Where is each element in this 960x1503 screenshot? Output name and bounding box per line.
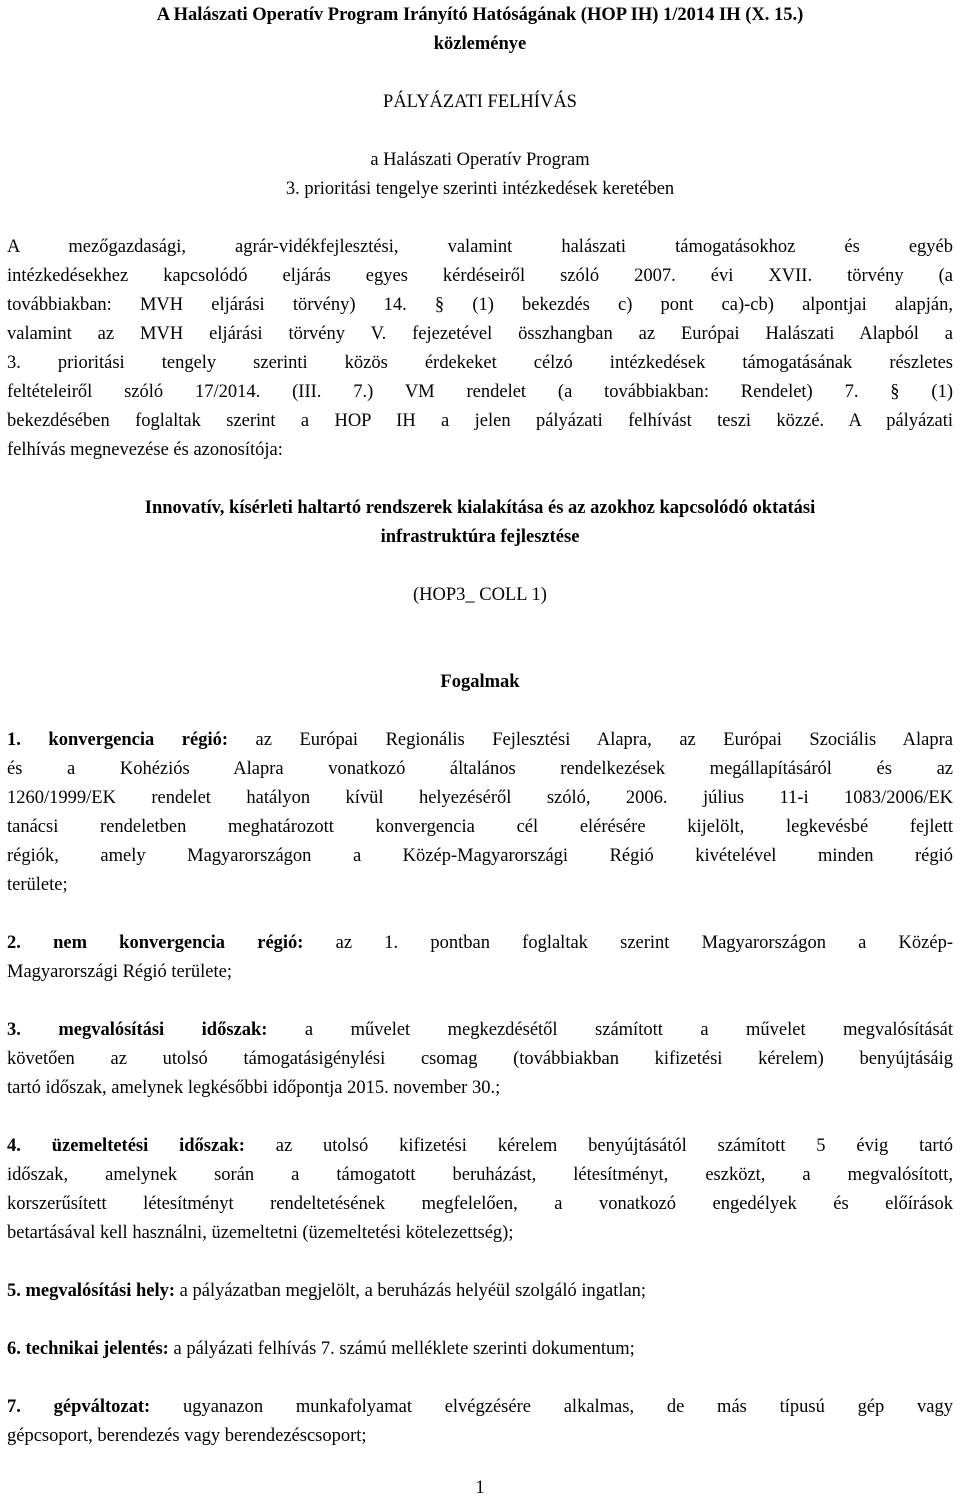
definition-line: területe; — [7, 875, 68, 895]
project-code: (HOP3_ COLL 1) — [413, 585, 547, 605]
definition-item — [7, 726, 953, 900]
intro-line: valamint az MVH eljárási törvény V. fejezetével összhangban az Európai Halászati Alapból a — [7, 324, 953, 344]
definition-term: 5. megvalósítási hely: — [7, 1281, 176, 1301]
page-number: 1 — [475, 1478, 485, 1498]
definition-item — [7, 1277, 953, 1306]
definition-text: ugyanazon munkafolyamat elvégzésére alkalmas, de más típusú gép vagy — [150, 1397, 954, 1417]
definition-term: 6. technikai jelentés: — [7, 1339, 169, 1359]
header-title — [7, 0, 953, 59]
definition-line: időszak, amelynek során a támogatott beruházást, létesítményt, eszközt, a megvalósított, — [7, 1165, 953, 1185]
definition-line: gépcsoport, berendezés vagy berendezéscsoport; — [7, 1426, 367, 1446]
definition-line — [7, 1016, 953, 1045]
definition-line: tartó időszak, amelynek legkésőbbi időpontja 2015. november 30.; — [7, 1078, 501, 1098]
intro-line: feltételeiről szóló 17/2014. (III. 7.) VM rendelet (a továbbiakban: Rendelet) 7. § (1) — [7, 382, 953, 402]
definition-line: követően az utolsó támogatásigénylési csomag (továbbiakban kifizetési kérelem) benyújtásáig — [7, 1049, 953, 1069]
definition-line — [7, 726, 953, 755]
intro-line: bekezdésében foglaltak szerint a HOP IH a jelen pályázati felhívást teszi közzé. A pályázati — [7, 411, 953, 431]
intro-line: felhívás megnevezése és azonosítója: — [7, 440, 283, 460]
definition-text: az Európai Regionális Fejlesztési Alapra, az Európai Szociális Alapra — [228, 730, 954, 750]
definition-term: 7. gépváltozat: — [7, 1397, 151, 1417]
project-title-line-1: Innovatív, kísérleti haltartó rendszerek kialakítása és az azokhoz kapcsolódó oktatási — [144, 498, 816, 518]
project-title-line-2: infrastruktúra fejlesztése — [380, 527, 580, 547]
definition-line — [7, 929, 953, 958]
definition-line — [7, 1132, 953, 1161]
definition-text: az 1. pontban foglaltak szerint Magyarországon a Közép- — [303, 933, 953, 953]
project-title — [7, 494, 953, 552]
definition-line — [7, 1335, 953, 1364]
definition-item — [7, 1335, 953, 1364]
definition-term: 1. konvergencia régió: — [7, 730, 229, 750]
header-line-1: A Halászati Operatív Program Irányító Hatóságának (HOP IH) 1/2014 IH (X. 15.) — [156, 5, 804, 25]
definition-line — [7, 1393, 953, 1422]
call-title: PÁLYÁZATI FELHÍVÁS — [383, 92, 577, 112]
definition-line — [7, 1277, 953, 1306]
intro-line: 3. prioritási tengely szerinti közös érdekeket célzó intézkedések támogatásának részletes — [7, 353, 953, 373]
document-page — [7, 0, 953, 1501]
definition-term: 4. üzemeltetési időszak: — [7, 1136, 245, 1156]
definition-line: betartásával kell használni, üzemeltetni (üzemeltetési kötelezettség); — [7, 1223, 514, 1243]
definition-line: tanácsi rendeletben meghatározott konvergencia cél elérésére kijelölt, legkevésbé fejlett — [7, 817, 953, 837]
definition-line: és a Kohéziós Alapra vonatkozó általános rendelkezések megállapításáról és az — [7, 759, 953, 779]
definition-term: 2. nem konvergencia régió: — [7, 933, 304, 953]
header-line-2: közleménye — [433, 34, 527, 54]
definition-line: régiók, amely Magyarországon a Közép-Magyarországi Régió kivételével minden régió — [7, 846, 953, 866]
intro-line: továbbiakban: MVH eljárási törvény) 14. § (1) bekezdés c) pont ca)-cb) alpontjai alapján, — [7, 295, 953, 315]
definition-item — [7, 929, 953, 987]
intro-line: A mezőgazdasági, agrár-vidékfejlesztési, valamint halászati támogatásokhoz és egyéb — [7, 237, 953, 257]
definition-item — [7, 1016, 953, 1103]
program-line-2: 3. prioritási tengelye szerinti intézkedések keretében — [285, 179, 675, 199]
program-block — [7, 146, 953, 204]
definition-line: korszerűsített létesítményt rendeltetésének megfelelően, a vonatkozó engedélyek és előírások — [7, 1194, 953, 1214]
program-line-1: a Halászati Operatív Program — [370, 150, 590, 170]
definition-item — [7, 1393, 953, 1451]
definition-item — [7, 1132, 953, 1248]
intro-line: intézkedésekhez kapcsolódó eljárás egyes kérdéseiről szóló 2007. évi XVII. törvény (a — [7, 266, 953, 286]
definition-term: 3. megvalósítási időszak: — [7, 1020, 268, 1040]
definition-line: 1260/1999/EK rendelet hatályon kívül helyezéséről szóló, 2006. július 11-i 1083/2006/EK — [7, 788, 953, 808]
definition-line: Magyarországi Régió területe; — [7, 962, 232, 982]
intro-paragraph — [7, 233, 953, 465]
definition-text: a művelet megkezdésétől számított a művelet megvalósítását — [267, 1020, 954, 1040]
definitions-heading: Fogalmak — [440, 672, 520, 692]
definition-text: a pályázatban megjelölt, a beruházás helyéül szolgáló ingatlan; — [175, 1281, 647, 1301]
definition-text: a pályázati felhívás 7. számú melléklete szerinti dokumentum; — [168, 1339, 635, 1359]
definition-text: az utolsó kifizetési kérelem benyújtásától számított 5 évig tartó — [244, 1136, 953, 1156]
